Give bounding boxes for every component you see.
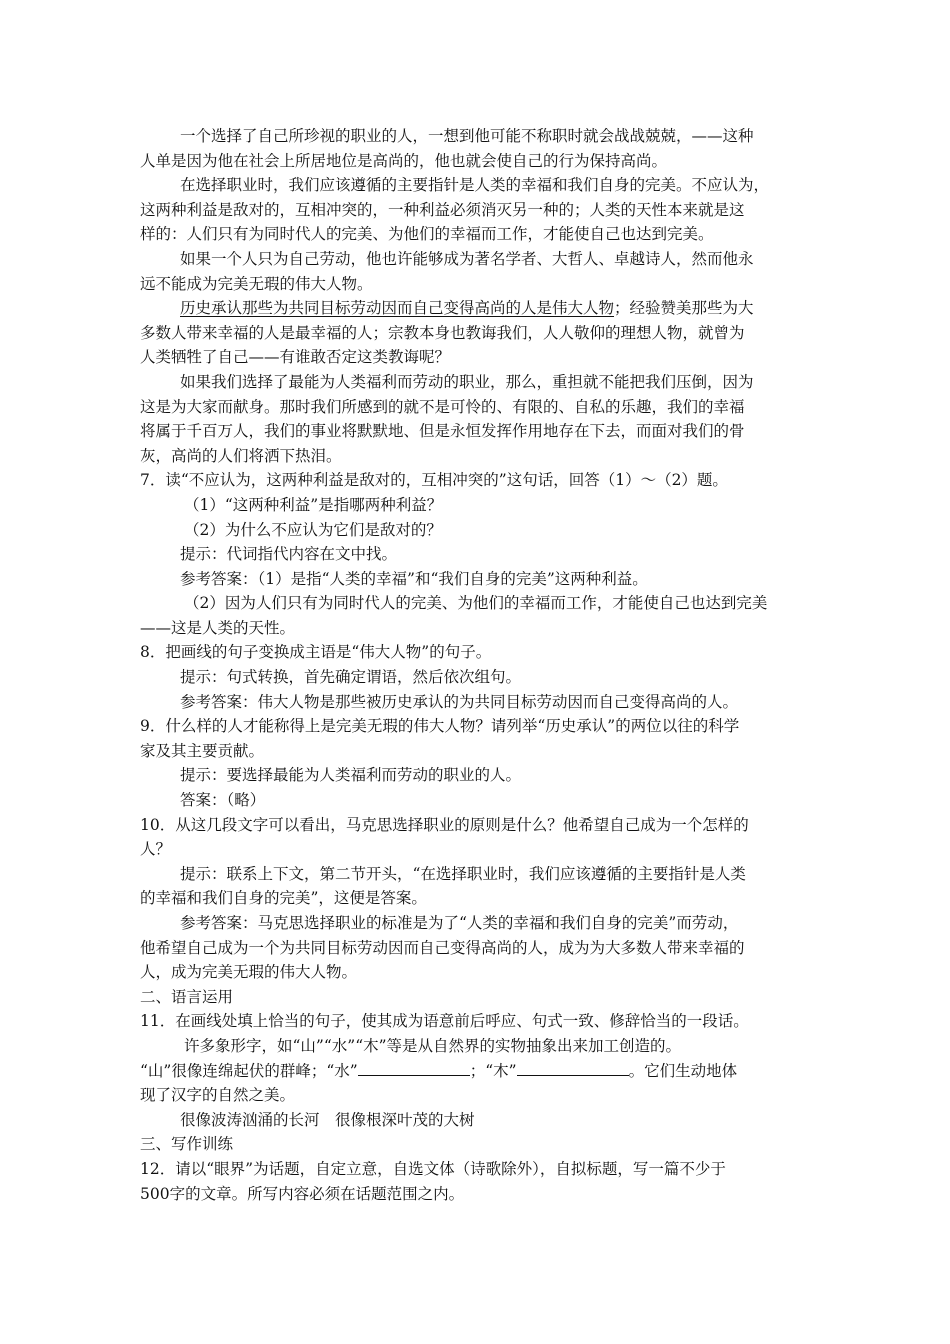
q12-stem2: 500字的文章。所写内容必须在话题范围之内。: [140, 1184, 465, 1203]
q10-hint1: 提示：联系上下文，第二节开头，“在选择职业时，我们应该遵循的主要指针是人类: [180, 864, 746, 883]
passage-p4-line3: 人类牺牲了自己——有谁敢否定这类教诲呢？: [140, 348, 451, 367]
underlined-sentence: 历史承认那些为共同目标劳动因而自己变得高尚的人是伟大人物: [180, 299, 615, 318]
passage-p2-line1: 在选择职业时，我们应该遵循的主要指针是人类的幸福和我们自身的完美。不应认为，: [180, 176, 770, 195]
passage-p5-line3: 将属于千百万人，我们的事业将默默地、但是永恒发挥作用地存在下去，而面对我们的骨: [140, 422, 745, 441]
q10-stem2: 人？: [140, 840, 172, 859]
q7-stem: 7．读“不应认为，这两种利益是敌对的，互相冲突的”这句话，回答（1）～（2）题。: [140, 471, 728, 490]
q9-stem1: 9．什么样的人才能称得上是完美无瑕的伟大人物？请列举“历史承认”的两位以往的科学: [140, 717, 740, 736]
q11-body2-part-a: “山”很像连绵起伏的群峰；“水”: [140, 1061, 358, 1080]
document-page: [140, 124, 812, 1206]
passage-p5-line4: 灰，高尚的人们将洒下热泪。: [140, 446, 342, 465]
q7-answer2b: ——这是人类的天性。: [140, 618, 296, 637]
q10-answer1: 参考答案：马克思选择职业的标准是为了“人类的幸福和我们自身的完美”而劳动，: [180, 914, 739, 932]
q11-body1: 许多象形字，如“山”“水”“木”等是从自然界的实物抽象出来加工创造的。: [184, 1036, 682, 1055]
q11-body2-part-c: 。它们生动地体: [628, 1061, 738, 1080]
passage-p2-line2: 这两种利益是敌对的，互相冲突的，一种利益必须消灭另一种的；人类的天性本来就是这: [140, 200, 745, 219]
passage-p1-line2: 人单是因为他在社会上所居地位是高尚的，他也就会使自己的行为保持高尚。: [140, 151, 668, 170]
passage-p5-line2: 这是为大家而献身。那时我们所感到的就不是可怜的、有限的、自私的乐趣，我们的幸福: [140, 397, 745, 416]
passage-p5-line1: 如果我们选择了最能为人类福利而劳动的职业，那么，重担就不能把我们压倒，因为: [180, 372, 754, 391]
q11-answer: 很像波涛汹涌的长河 很像根深叶茂的大树: [180, 1110, 475, 1129]
fill-blank-wood[interactable]: [517, 1061, 629, 1076]
q11-stem: 11．在画线处填上恰当的句子，使其成为语意前后呼应、句式一致、修辞恰当的一段话。: [140, 1012, 749, 1031]
q7-answer2a: （2）因为人们只有为同时代人的完美、为他们的幸福而工作，才能使自己也达到完美: [184, 594, 768, 613]
passage-p3-line2: 远不能成为完美无瑕的伟大人物。: [140, 274, 373, 293]
section-heading-writing: 三、写作训练: [140, 1135, 234, 1154]
q10-hint2: 的幸福和我们自身的完美”，这便是答案。: [140, 889, 427, 908]
passage-p4-line1: [140, 296, 812, 321]
section-heading-language: 二、语言运用: [140, 987, 234, 1006]
q7-hint: 提示：代词指代内容在文中找。: [180, 545, 398, 564]
q7-sub2: （2）为什么不应认为它们是敌对的？: [184, 520, 442, 539]
q12-stem1: 12．请以“眼界”为话题，自定立意，自选文体（诗歌除外），自拟标题，写一篇不少于: [140, 1159, 726, 1178]
passage-p2-line3: 样的：人们只有为同时代人的完美、为他们的幸福而工作，才能使自己也达到完美。: [140, 225, 714, 244]
q9-hint: 提示：要选择最能为人类福利而劳动的职业的人。: [180, 766, 522, 785]
q8-stem: 8．把画线的句子变换成主语是“伟大人物”的句子。: [140, 643, 492, 662]
q10-answer3: 人，成为完美无瑕的伟大人物。: [140, 963, 358, 982]
q11-body2: [140, 1059, 812, 1084]
q10-answer2: 他希望自己成为一个为共同目标劳动因而自己变得高尚的人，成为为大多数人带来幸福的: [140, 938, 745, 957]
q10-stem1: 10．从这几段文字可以看出，马克思选择职业的原则是什么？他希望自己成为一个怎样的: [140, 815, 749, 834]
q11-body2-part-b: ；“木”: [469, 1061, 517, 1080]
passage-p4-rest: ；经验赞美那些为大: [614, 299, 754, 318]
q11-body3: 现了汉字的自然之美。: [140, 1086, 296, 1105]
q8-hint: 提示：句式转换，首先确定谓语，然后依次组句。: [180, 668, 522, 687]
passage-p1-line1: 一个选择了自己所珍视的职业的人，一想到他可能不称职时就会战战兢兢，——这种: [180, 127, 754, 145]
passage-p3-line1: 如果一个人只为自己劳动，他也许能够成为著名学者、大哲人、卓越诗人，然而他永: [180, 249, 754, 268]
q9-answer: 答案：（略）: [180, 791, 266, 810]
q8-answer: 参考答案：伟大人物是那些被历史承认的为共同目标劳动因而自己变得高尚的人。: [180, 692, 739, 711]
q9-stem2: 家及其主要贡献。: [140, 741, 265, 760]
q7-sub1: （1）“这两种利益”是指哪两种利益？: [184, 495, 443, 514]
fill-blank-water[interactable]: [358, 1061, 470, 1076]
q7-answer1: 参考答案：（1）是指“人类的幸福”和“我们自身的完美”这两种利益。: [180, 569, 648, 588]
passage-p4-line2: 多数人带来幸福的人是最幸福的人；宗教本身也教诲我们，人人敬仰的理想人物，就曾为: [140, 323, 745, 342]
